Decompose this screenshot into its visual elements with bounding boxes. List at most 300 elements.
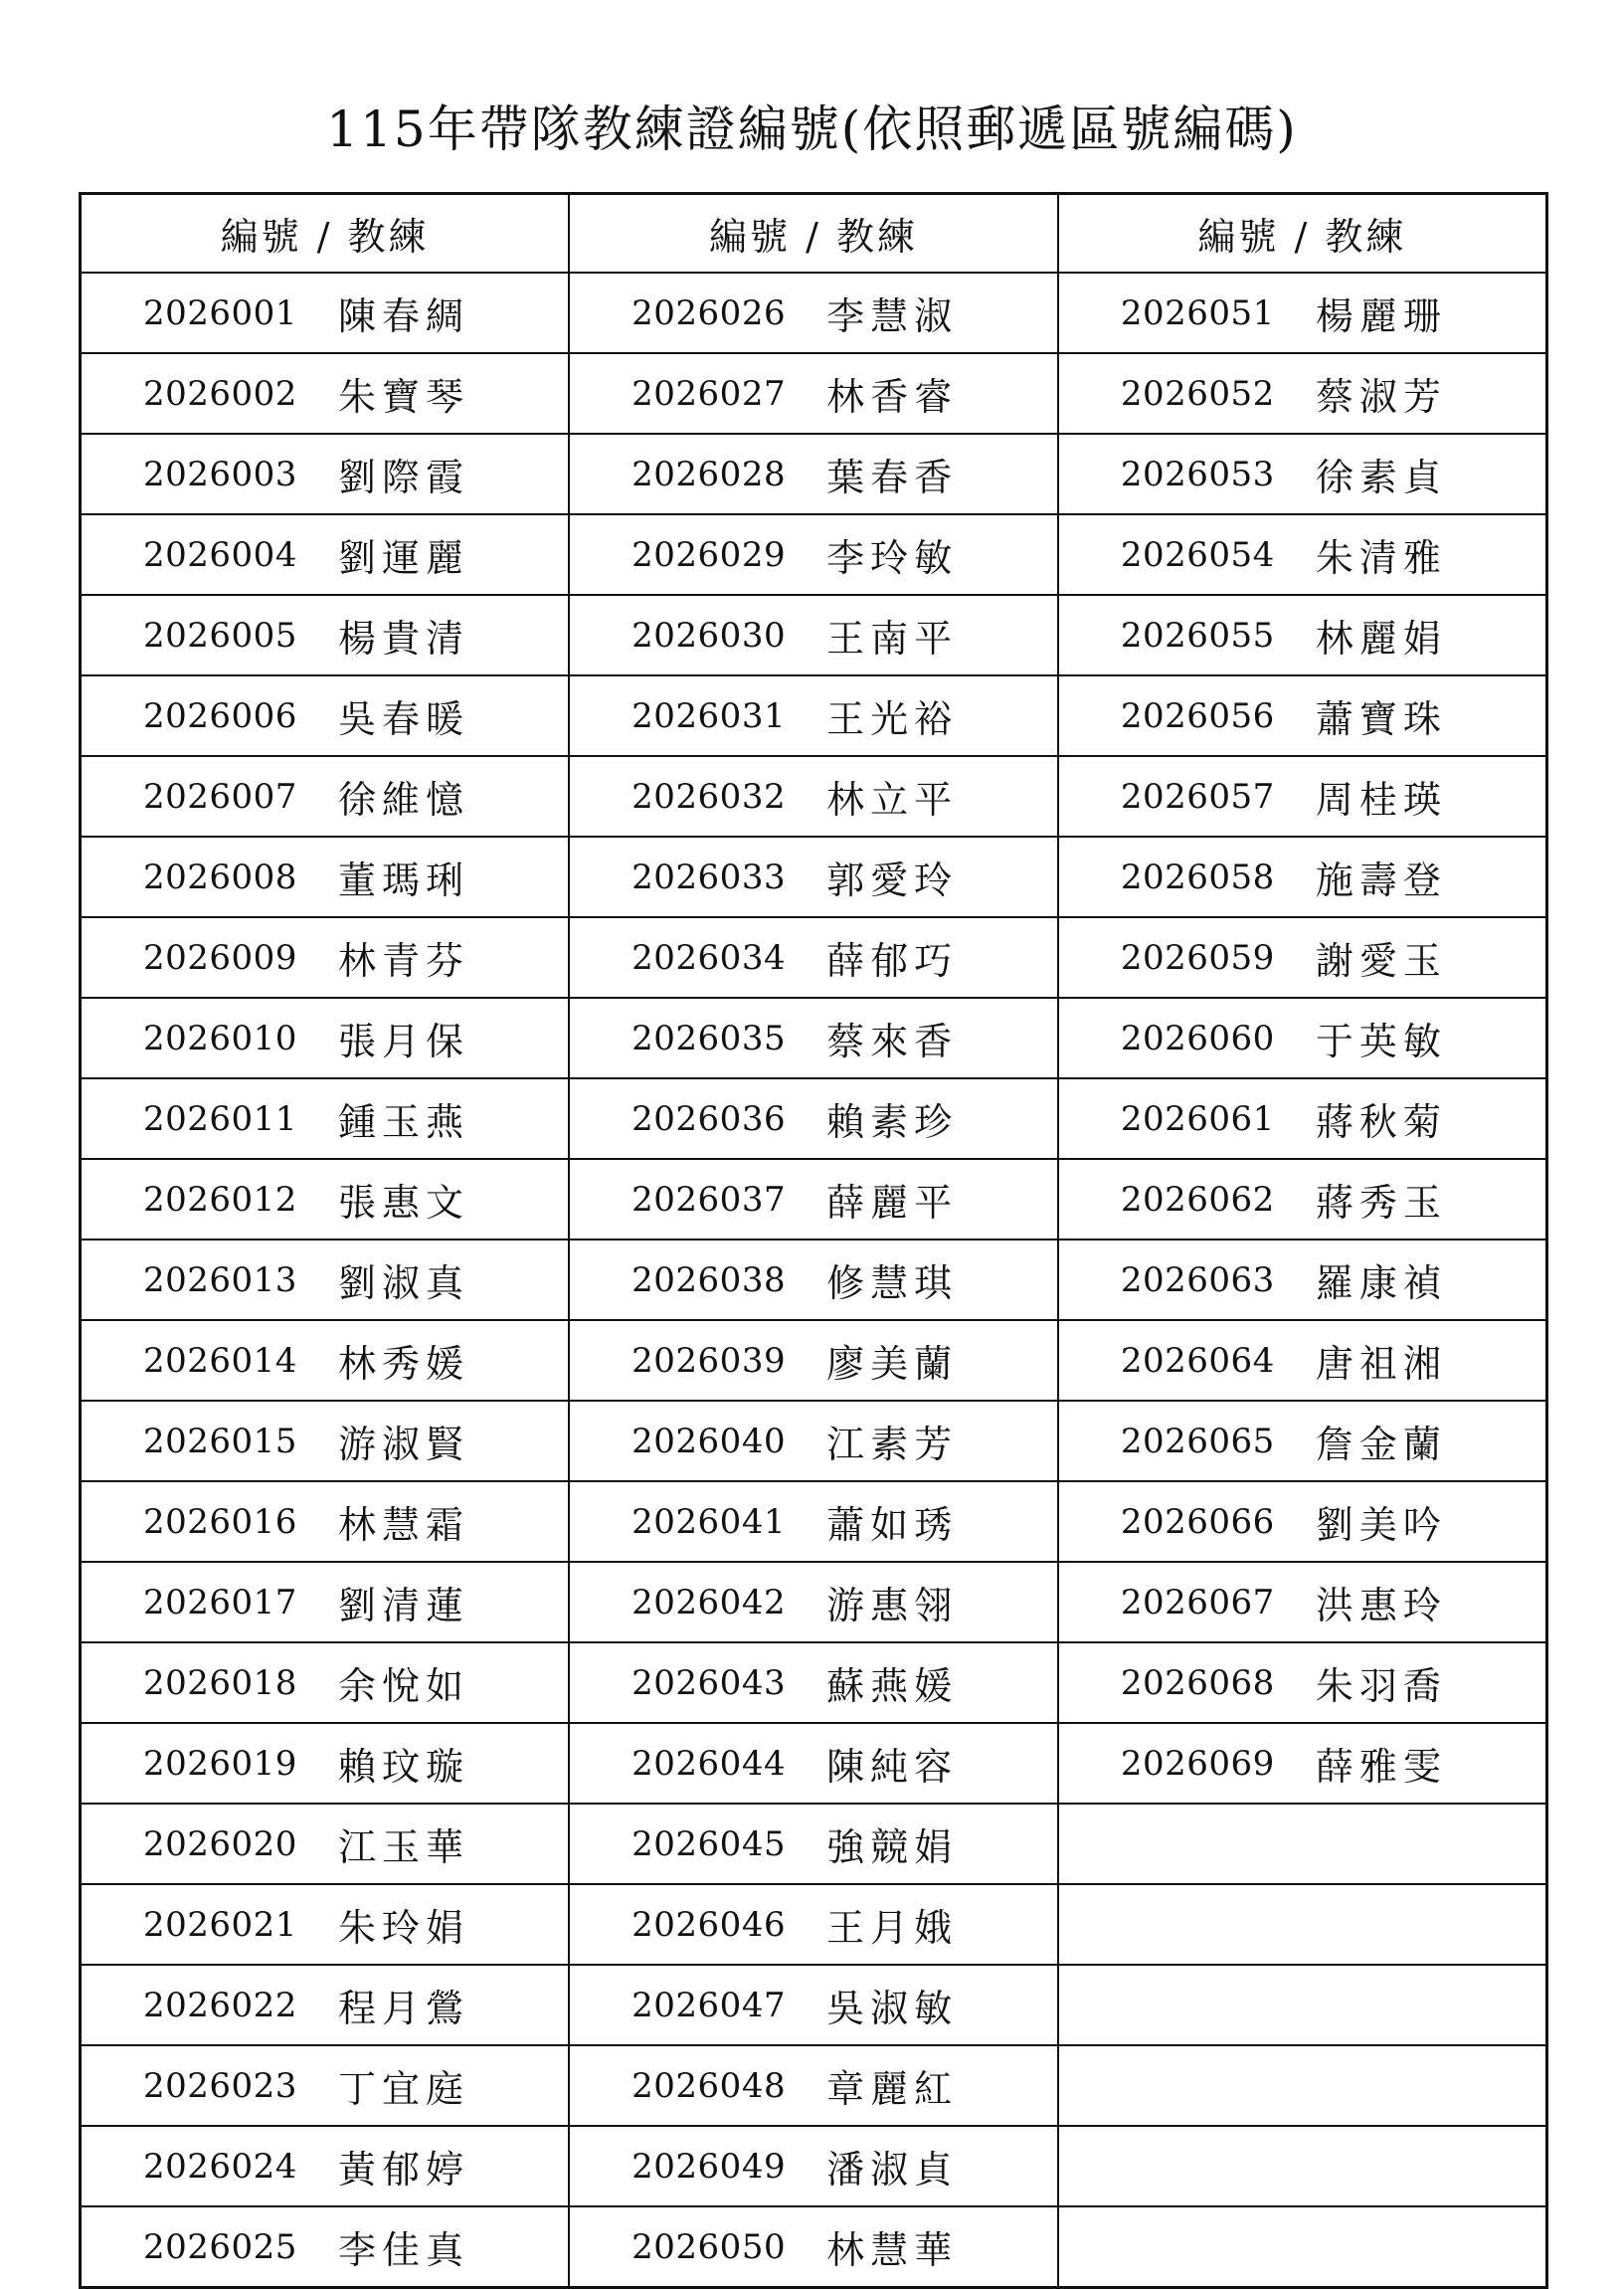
table-cell	[1058, 2126, 1547, 2206]
coach-id-number: 2026036	[632, 1098, 787, 1139]
coach-id-number: 2026060	[1120, 1018, 1275, 1058]
coach-id-number: 2026045	[632, 1823, 787, 1864]
coach-entry	[570, 2046, 1057, 2125]
table-cell	[81, 675, 570, 756]
coach-name: 林香睿	[826, 375, 959, 419]
coach-id-number: 2026063	[1120, 1259, 1275, 1300]
coach-entry	[82, 1482, 568, 1561]
table-cell	[569, 756, 1058, 837]
table-row	[81, 675, 1547, 756]
table-row	[81, 2045, 1547, 2126]
coach-id-number: 2026031	[632, 695, 787, 736]
coach-id-number: 2026022	[143, 1985, 297, 2025]
table-row	[81, 1723, 1547, 1804]
coach-name: 詹金蘭	[1315, 1423, 1447, 1466]
coach-name: 陳春綢	[338, 294, 470, 338]
table-cell	[1058, 2045, 1547, 2126]
coach-entry	[1059, 435, 1545, 513]
coach-id-number: 2026025	[143, 2226, 297, 2267]
coach-name: 修慧琪	[826, 1261, 959, 1305]
coach-name: 王月娥	[826, 1906, 959, 1950]
table-cell	[81, 273, 570, 353]
coach-entry	[82, 2046, 568, 2125]
coach-entry	[570, 1240, 1057, 1319]
coach-id-number: 2026005	[143, 615, 297, 656]
coach-name: 朱寶琴	[338, 375, 470, 419]
table-row	[81, 1884, 1547, 1965]
coach-name: 林慧霜	[338, 1503, 470, 1547]
table-cell	[81, 2126, 570, 2206]
table-cell	[569, 353, 1058, 434]
coach-name: 蔣秀玉	[1315, 1181, 1447, 1225]
table-body	[81, 273, 1547, 2288]
coach-name: 李慧淑	[826, 294, 959, 338]
table-cell	[1058, 273, 1547, 353]
coach-name: 吳春暖	[338, 697, 470, 741]
coach-id-number: 2026037	[632, 1179, 787, 1220]
coach-entry	[1059, 918, 1545, 997]
table-row	[81, 2126, 1547, 2206]
coach-name: 程月鶯	[338, 1987, 470, 2030]
table-row	[81, 353, 1547, 434]
coach-name: 劉清蓮	[338, 1584, 470, 1627]
coach-entry	[570, 274, 1057, 352]
coach-id-number: 2026046	[632, 1904, 787, 1945]
table-cell	[81, 1159, 570, 1240]
table-cell	[569, 1642, 1058, 1723]
table-cell	[569, 2206, 1058, 2288]
table-cell	[81, 2045, 570, 2126]
coach-id-number: 2026014	[143, 1340, 297, 1381]
coach-id-number: 2026002	[143, 373, 297, 414]
table-cell	[1058, 1562, 1547, 1642]
table-cell	[569, 1723, 1058, 1804]
coach-id-number: 2026029	[632, 534, 787, 575]
table-row	[81, 2206, 1547, 2288]
coach-name: 洪惠玲	[1315, 1584, 1447, 1627]
coach-id-number: 2026054	[1120, 534, 1275, 575]
table-cell	[1058, 434, 1547, 514]
table-row	[81, 837, 1547, 917]
coach-id-number: 2026052	[1120, 373, 1275, 414]
coach-id-number: 2026058	[1120, 857, 1275, 897]
coach-name: 朱玲娟	[338, 1906, 470, 1950]
table-cell	[81, 917, 570, 998]
coach-entry	[82, 435, 568, 513]
column-header: 編號 / 教練	[569, 194, 1058, 274]
table-cell	[569, 917, 1058, 998]
table-cell	[569, 595, 1058, 675]
table-cell	[1058, 1159, 1547, 1240]
coach-entry	[570, 999, 1057, 1077]
table-cell	[1058, 1481, 1547, 1562]
coach-entry	[570, 1966, 1057, 2044]
coach-name: 鍾玉燕	[338, 1100, 470, 1144]
coach-name: 李佳真	[338, 2228, 470, 2272]
coach-id-number: 2026004	[143, 534, 297, 575]
coach-id-number: 2026047	[632, 1985, 787, 2025]
table-row	[81, 756, 1547, 837]
table-cell	[569, 837, 1058, 917]
table-header-row	[81, 194, 1547, 274]
table-cell	[1058, 998, 1547, 1078]
coach-entry	[570, 918, 1057, 997]
table-cell	[569, 1159, 1058, 1240]
table-cell	[81, 1401, 570, 1481]
coach-entry	[82, 354, 568, 433]
coach-id-number: 2026069	[1120, 1743, 1275, 1784]
coach-entry	[570, 676, 1057, 755]
coach-entry	[570, 596, 1057, 674]
coach-id-number: 2026032	[632, 776, 787, 817]
coach-entry	[82, 1724, 568, 1803]
table-row	[81, 1642, 1547, 1723]
coach-entry	[570, 2127, 1057, 2205]
coach-id-number: 2026018	[143, 1662, 297, 1703]
table-cell	[1058, 2206, 1547, 2288]
coach-entry	[1059, 1563, 1545, 1641]
coach-entry	[82, 1402, 568, 1480]
table-cell	[1058, 1642, 1547, 1723]
coach-entry	[1059, 1482, 1545, 1561]
table-cell	[81, 1078, 570, 1159]
coach-id-number: 2026040	[632, 1421, 787, 1461]
table-row	[81, 1804, 1547, 1884]
coach-name: 徐維憶	[338, 778, 470, 822]
table-cell	[81, 434, 570, 514]
coach-id-number: 2026062	[1120, 1179, 1275, 1220]
coach-name: 王南平	[826, 617, 959, 661]
coach-id-number: 2026055	[1120, 615, 1275, 656]
coach-name: 于英敏	[1315, 1020, 1447, 1063]
coach-id-number: 2026023	[143, 2065, 297, 2106]
coach-name: 林青芬	[338, 939, 470, 983]
coach-entry	[82, 274, 568, 352]
table-cell	[569, 273, 1058, 353]
table-cell	[569, 434, 1058, 514]
coach-id-number: 2026027	[632, 373, 787, 414]
coach-name: 羅康禎	[1315, 1261, 1447, 1305]
coach-id-number: 2026010	[143, 1018, 297, 1058]
table-cell	[1058, 1723, 1547, 1804]
coach-name: 蔡來香	[826, 1020, 959, 1063]
table-cell	[1058, 353, 1547, 434]
table-cell	[1058, 1401, 1547, 1481]
coach-name: 林立平	[826, 778, 959, 822]
coach-entry	[1059, 596, 1545, 674]
coach-name: 郭愛玲	[826, 858, 959, 902]
coach-name: 薛郁巧	[826, 939, 959, 983]
table-cell	[81, 1804, 570, 1884]
coach-id-number: 2026015	[143, 1421, 297, 1461]
coach-entry	[82, 1643, 568, 1722]
table-cell	[569, 1320, 1058, 1401]
coach-entry	[82, 1966, 568, 2044]
coach-name: 劉際霞	[338, 456, 470, 499]
coach-name: 廖美蘭	[826, 1342, 959, 1386]
coach-name: 徐素貞	[1315, 456, 1447, 499]
page-title: 115年帶隊教練證編號(依照郵遞區號編碼)	[326, 100, 1298, 158]
coach-entry	[82, 918, 568, 997]
table-row	[81, 595, 1547, 675]
coach-entry	[1059, 676, 1545, 755]
coach-entry	[570, 515, 1057, 594]
coach-entry	[1059, 1160, 1545, 1239]
coach-id-number: 2026066	[1120, 1501, 1275, 1542]
coach-name: 賴玟璇	[338, 1745, 470, 1789]
coach-name: 楊貴清	[338, 617, 470, 661]
coach-id-number: 2026013	[143, 1259, 297, 1300]
table-row	[81, 998, 1547, 1078]
coach-entry	[570, 838, 1057, 916]
coach-id-number: 2026019	[143, 1743, 297, 1784]
coach-name: 賴素珍	[826, 1100, 959, 1144]
table-cell	[569, 1078, 1058, 1159]
coach-id-number: 2026056	[1120, 695, 1275, 736]
table-cell	[569, 998, 1058, 1078]
coach-id-number: 2026048	[632, 2065, 787, 2106]
coach-id-number: 2026008	[143, 857, 297, 897]
coach-entry	[1059, 838, 1545, 916]
table-row	[81, 514, 1547, 595]
coach-name: 劉運麗	[338, 536, 470, 580]
coach-entry	[1059, 757, 1545, 836]
coach-name: 江素芳	[826, 1423, 959, 1466]
coach-id-number: 2026049	[632, 2146, 787, 2187]
coach-entry	[1059, 274, 1545, 352]
coach-name: 薛雅雯	[1315, 1745, 1447, 1789]
coach-entry	[1059, 1079, 1545, 1158]
table-row	[81, 917, 1547, 998]
coach-name: 朱羽喬	[1315, 1664, 1447, 1708]
coach-id-number: 2026044	[632, 1743, 787, 1784]
coach-name: 潘淑貞	[826, 2148, 959, 2192]
coach-name: 葉春香	[826, 456, 959, 499]
coach-name: 唐祖湘	[1315, 1342, 1447, 1386]
table-cell	[1058, 514, 1547, 595]
coach-entry	[570, 2207, 1057, 2286]
coach-entry	[570, 1079, 1057, 1158]
coach-id-number: 2026011	[143, 1098, 297, 1139]
coach-name: 蔡淑芳	[1315, 375, 1447, 419]
coach-entry	[82, 2127, 568, 2205]
table-cell	[569, 1240, 1058, 1320]
coach-id-number: 2026053	[1120, 454, 1275, 494]
coach-name: 薛麗平	[826, 1181, 959, 1225]
coach-name: 林慧華	[826, 2228, 959, 2272]
coach-id-number: 2026017	[143, 1582, 297, 1622]
table-cell	[1058, 675, 1547, 756]
coach-name: 楊麗珊	[1315, 294, 1447, 338]
column-header: 編號 / 教練	[1058, 194, 1547, 274]
coach-entry	[82, 1079, 568, 1158]
table-cell	[1058, 595, 1547, 675]
coach-name: 林麗娟	[1315, 617, 1447, 661]
table-cell	[81, 998, 570, 1078]
coach-id-number: 2026041	[632, 1501, 787, 1542]
coach-entry	[82, 1160, 568, 1239]
table-cell	[569, 1401, 1058, 1481]
coach-entry	[1059, 1240, 1545, 1319]
table-row	[81, 273, 1547, 353]
table-cell	[1058, 1804, 1547, 1884]
coach-id-number: 2026009	[143, 937, 297, 978]
coach-id-number: 2026051	[1120, 292, 1275, 333]
coach-name: 李玲敏	[826, 536, 959, 580]
coach-entry	[570, 757, 1057, 836]
table-row	[81, 1320, 1547, 1401]
table-row	[81, 1240, 1547, 1320]
column-header: 編號 / 教練	[81, 194, 570, 274]
table-cell	[1058, 837, 1547, 917]
coach-entry	[82, 2207, 568, 2286]
table-cell	[81, 2206, 570, 2288]
coach-entry	[570, 1724, 1057, 1803]
coach-id-number: 2026021	[143, 1904, 297, 1945]
coach-entry	[82, 596, 568, 674]
coach-name: 吳淑敏	[826, 1987, 959, 2030]
coach-id-number: 2026030	[632, 615, 787, 656]
coach-entry	[1059, 1724, 1545, 1803]
coach-id-number: 2026034	[632, 937, 787, 978]
coach-entry	[82, 1240, 568, 1319]
coach-id-number: 2026061	[1120, 1098, 1275, 1139]
coach-id-number: 2026003	[143, 454, 297, 494]
coach-name: 董瑪琍	[338, 858, 470, 902]
table-cell	[1058, 756, 1547, 837]
table-cell	[569, 1804, 1058, 1884]
coach-id-number: 2026065	[1120, 1421, 1275, 1461]
coach-name: 張惠文	[338, 1181, 470, 1225]
coach-id-number: 2026006	[143, 695, 297, 736]
coach-name: 蕭寶珠	[1315, 697, 1447, 741]
coach-id-number: 2026001	[143, 292, 297, 333]
table-cell	[81, 756, 570, 837]
table-cell	[81, 837, 570, 917]
table-cell	[81, 1642, 570, 1723]
coach-id-number: 2026059	[1120, 937, 1275, 978]
table-cell	[1058, 1965, 1547, 2045]
coach-entry	[82, 757, 568, 836]
coach-entry	[82, 1321, 568, 1400]
table-cell	[1058, 1884, 1547, 1965]
coach-id-number: 2026035	[632, 1018, 787, 1058]
coach-entry	[570, 1805, 1057, 1883]
table-cell	[81, 1965, 570, 2045]
coach-entry	[570, 1402, 1057, 1480]
table-row	[81, 1078, 1547, 1159]
table-cell	[81, 1240, 570, 1320]
coach-id-number: 2026012	[143, 1179, 297, 1220]
table-cell	[81, 1723, 570, 1804]
coach-name: 丁宜庭	[338, 2067, 470, 2111]
table-row	[81, 1159, 1547, 1240]
coach-entry	[1059, 515, 1545, 594]
table-cell	[569, 2126, 1058, 2206]
coach-name: 強競娟	[826, 1825, 959, 1869]
coach-entry	[82, 999, 568, 1077]
table-cell	[569, 1965, 1058, 2045]
coach-id-number: 2026043	[632, 1662, 787, 1703]
table-cell	[81, 1884, 570, 1965]
coach-entry	[1059, 1321, 1545, 1400]
coach-id-number: 2026026	[632, 292, 787, 333]
coach-name: 謝愛玉	[1315, 939, 1447, 983]
table-cell	[1058, 1320, 1547, 1401]
coach-id-number: 2026016	[143, 1501, 297, 1542]
coach-entry	[1059, 1643, 1545, 1722]
coach-entry	[1059, 354, 1545, 433]
coach-name: 林秀媛	[338, 1342, 470, 1386]
table-cell	[569, 1481, 1058, 1562]
coach-name: 張月保	[338, 1020, 470, 1063]
coach-id-number: 2026042	[632, 1582, 787, 1622]
coach-name: 章麗紅	[826, 2067, 959, 2111]
table-row	[81, 1481, 1547, 1562]
table-row	[81, 434, 1547, 514]
table-cell	[1058, 1078, 1547, 1159]
coach-name: 施壽登	[1315, 858, 1447, 902]
table-cell	[569, 1884, 1058, 1965]
coach-id-number: 2026033	[632, 857, 787, 897]
table-cell	[569, 514, 1058, 595]
coach-id-number: 2026028	[632, 454, 787, 494]
coach-entry	[82, 838, 568, 916]
coach-entry	[1059, 999, 1545, 1077]
table-cell	[569, 675, 1058, 756]
coach-entry	[570, 1885, 1057, 1964]
coach-id-number: 2026024	[143, 2146, 297, 2187]
coach-id-table	[79, 192, 1548, 2289]
coach-entry	[570, 435, 1057, 513]
table-cell	[1058, 1240, 1547, 1320]
coach-entry	[570, 1160, 1057, 1239]
coach-name: 江玉華	[338, 1825, 470, 1869]
coach-id-number: 2026039	[632, 1340, 787, 1381]
coach-id-number: 2026057	[1120, 776, 1275, 817]
coach-entry	[82, 1885, 568, 1964]
coach-name: 朱清雅	[1315, 536, 1447, 580]
coach-entry	[570, 1321, 1057, 1400]
coach-name: 劉淑真	[338, 1261, 470, 1305]
table-row	[81, 1401, 1547, 1481]
coach-name: 黃郁婷	[338, 2148, 470, 2192]
table-cell	[1058, 917, 1547, 998]
coach-name: 陳純容	[826, 1745, 959, 1789]
coach-entry	[82, 515, 568, 594]
coach-id-number: 2026067	[1120, 1582, 1275, 1622]
coach-name: 游淑賢	[338, 1423, 470, 1466]
table-cell	[81, 1481, 570, 1562]
coach-name: 劉美吟	[1315, 1503, 1447, 1547]
table-cell	[81, 1562, 570, 1642]
table-row	[81, 1965, 1547, 2045]
coach-name: 王光裕	[826, 697, 959, 741]
table-cell	[81, 514, 570, 595]
coach-entry	[570, 1563, 1057, 1641]
table-cell	[569, 1562, 1058, 1642]
coach-name: 余悅如	[338, 1664, 470, 1708]
table-row	[81, 1562, 1547, 1642]
coach-entry	[570, 1643, 1057, 1722]
coach-entry	[82, 676, 568, 755]
coach-entry	[82, 1805, 568, 1883]
table-cell	[569, 2045, 1058, 2126]
table-cell	[81, 1320, 570, 1401]
coach-id-number: 2026068	[1120, 1662, 1275, 1703]
coach-id-number: 2026050	[632, 2226, 787, 2267]
coach-name: 蘇燕媛	[826, 1664, 959, 1708]
